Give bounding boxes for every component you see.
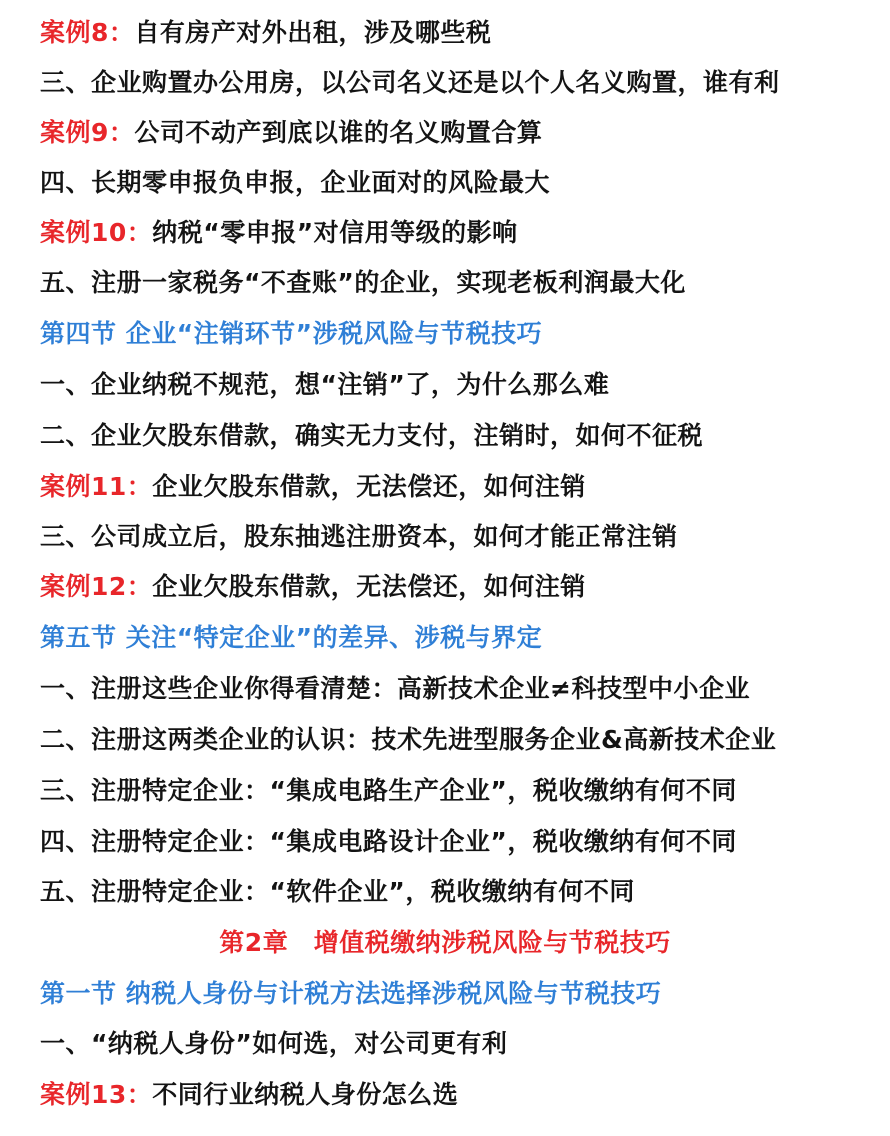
item-line: 三、公司成立后，股东抽逃注册资本，如何才能正常注销 xyxy=(40,522,678,551)
section-heading: 第四节 企业“注销环节”涉税风险与节税技巧 xyxy=(40,319,543,348)
chapter-heading: 第2章 增值税缴纳涉税风险与节税技巧 xyxy=(219,928,671,957)
case-line-9 xyxy=(40,108,870,158)
item-line: 二、注册这两类企业的认识：技术先进型服务企业&高新技术企业 xyxy=(40,725,777,754)
item-line: 二、企业欠股东借款，确实无力支付，注销时，如何不征税 xyxy=(40,421,704,450)
item-line: 五、注册特定企业：“软件企业”，税收缴纳有何不同 xyxy=(40,877,635,906)
item-line: 一、注册这些企业你得看清楚：高新技术企业≠科技型中小企业 xyxy=(40,674,750,703)
case-line-11 xyxy=(40,462,870,512)
item-line: 三、注册特定企业：“集成电路生产企业”，税收缴纳有何不同 xyxy=(40,776,737,805)
case-line-12 xyxy=(40,562,870,612)
item-line: 四、长期零申报负申报，企业面对的风险最大 xyxy=(40,168,551,197)
case-text: 纳税“零申报”对信用等级的影响 xyxy=(152,218,518,247)
case-text: 公司不动产到底以谁的名义购置合算 xyxy=(134,118,543,147)
case-text: 企业欠股东借款，无法偿还，如何注销 xyxy=(152,472,586,501)
case-label: 案例13： xyxy=(40,1080,153,1109)
item-line: 四、注册特定企业：“集成电路设计企业”，税收缴纳有何不同 xyxy=(40,827,737,856)
case-label: 案例11： xyxy=(40,472,153,501)
section-heading: 第五节 关注“特定企业”的差异、涉税与界定 xyxy=(40,623,543,652)
case-text: 企业欠股东借款，无法偿还，如何注销 xyxy=(152,572,586,601)
case-text: 自有房产对外出租，涉及哪些税 xyxy=(134,18,492,47)
case-line-13 xyxy=(40,1070,870,1120)
case-label: 案例9： xyxy=(40,118,135,147)
case-label: 案例8： xyxy=(40,18,135,47)
case-line-10 xyxy=(40,208,870,258)
item-line: 三、企业购置办公用房，以公司名义还是以个人名义购置，谁有利 xyxy=(40,68,780,97)
item-line: 一、“纳税人身份”如何选，对公司更有利 xyxy=(40,1029,508,1058)
item-line: 一、企业纳税不规范，想“注销”了，为什么那么难 xyxy=(40,370,610,399)
item-line: 五、注册一家税务“不查账”的企业，实现老板利润最大化 xyxy=(40,268,686,297)
case-line-8 xyxy=(40,8,870,58)
case-label: 案例12： xyxy=(40,572,153,601)
section-heading: 第一节 纳税人身份与计税方法选择涉税风险与节税技巧 xyxy=(40,979,662,1008)
case-label: 案例10： xyxy=(40,218,153,247)
case-text: 不同行业纳税人身份怎么选 xyxy=(152,1080,459,1109)
